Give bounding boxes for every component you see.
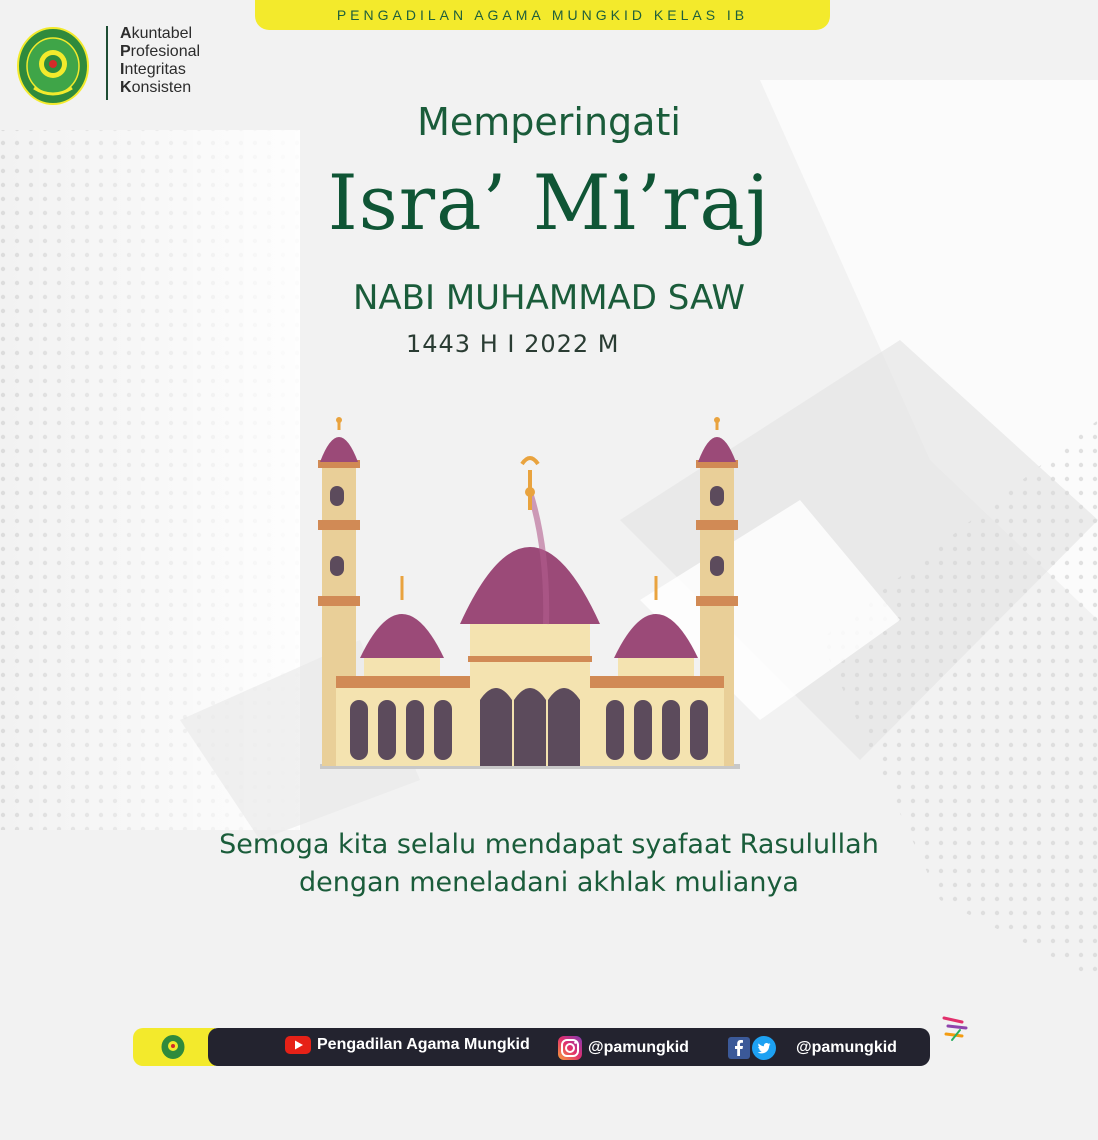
motto-list (120, 25, 200, 97)
left-side-dome (360, 576, 444, 676)
motto-line: Konsisten (120, 79, 192, 96)
facebook-icon (728, 1037, 750, 1059)
title-isra-miraj: Isra’ Mi’raj (327, 158, 771, 247)
motto-line: Akuntabel (120, 25, 193, 42)
greeting-message (0, 826, 1098, 902)
youtube-channel-label: Pengadilan Agama Mungkid (317, 1036, 530, 1053)
court-emblem-icon (16, 26, 90, 106)
facebook-twitter-handle-label: @pamungkid (796, 1039, 897, 1056)
court-name-banner (255, 0, 830, 30)
mosque-illustration (300, 400, 780, 780)
court-name: PENGADILAN AGAMA MUNGKID KELAS IB (336, 7, 749, 23)
motto-line: Integritas (120, 61, 186, 78)
youtube-icon (285, 1036, 311, 1054)
footer-facebook-twitter[interactable] (728, 1036, 897, 1060)
court-emblem-small-icon (160, 1034, 186, 1060)
greeting-line-1: Semoga kita selalu mendapat syafaat Rasulullah (219, 829, 879, 860)
title-year: 1443 H I 2022 M (406, 330, 620, 358)
right-side-dome (614, 576, 698, 676)
greeting-line-2: dengan meneladani akhlak mulianya (299, 867, 799, 898)
footer-youtube[interactable] (285, 1036, 530, 1054)
footer-instagram[interactable] (558, 1036, 689, 1060)
instagram-handle-label: @pamungkid (588, 1039, 689, 1056)
decorative-brush-icon (940, 1014, 970, 1042)
instagram-icon (558, 1036, 582, 1060)
motto-line: Profesional (120, 43, 201, 60)
title-prophet: NABI MUHAMMAD SAW (352, 278, 746, 318)
main-dome (460, 458, 600, 658)
logo-divider (106, 26, 108, 100)
twitter-icon (752, 1036, 776, 1060)
title-commemorate: Memperingati (417, 100, 681, 144)
